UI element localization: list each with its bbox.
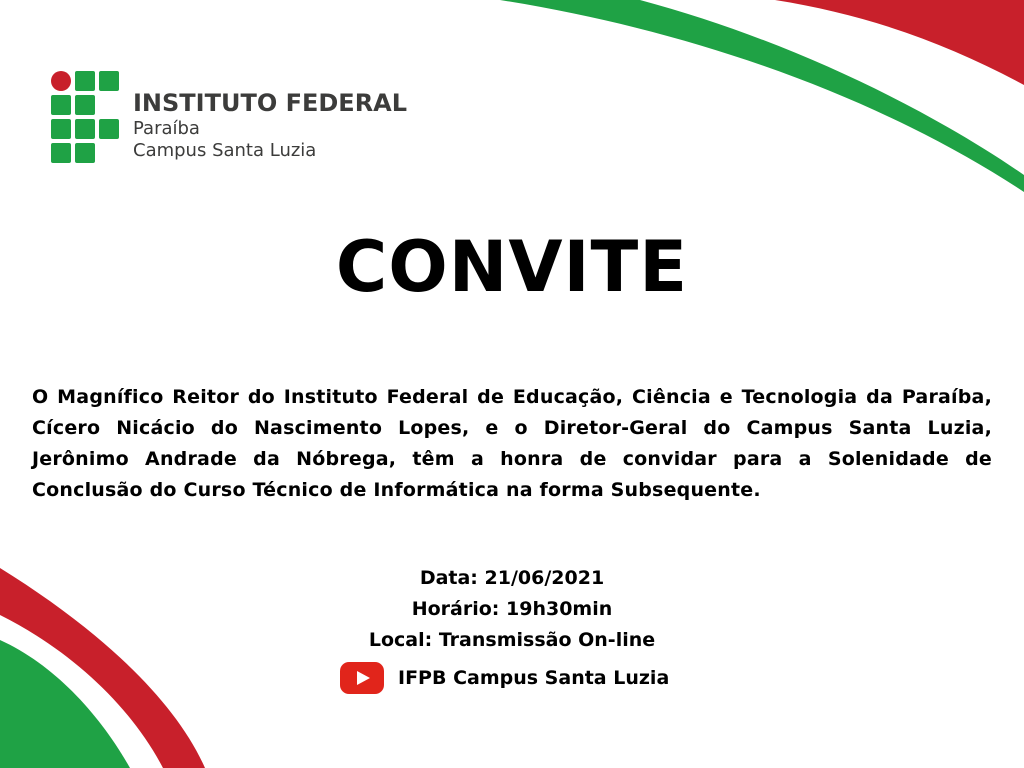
youtube-icon	[340, 662, 384, 694]
page-title: CONVITE	[335, 226, 689, 308]
event-location: Local: Transmissão On-line	[368, 629, 656, 651]
event-time: Horário: 19h30min	[411, 598, 613, 620]
logo-campus: Campus Santa Luzia	[133, 140, 317, 161]
ifpb-logo-icon	[50, 70, 125, 170]
event-details	[0, 563, 1024, 656]
institution-logo	[50, 70, 430, 170]
invitation-text: O Magnífico Reitor do Instituto Federal de Educação, Ciência e Tecnologia da Paraíba, Cícero Nicácio do Nascimento Lopes, e o Diretor-Geral do Campus Santa Luzia, Jerônimo Andrade da Nóbrega, têm a honra de convidar para a Solenidade de Conclusão do Curso Técnico de Informática na forma Subsequente.	[32, 386, 992, 501]
channel-name: IFPB Campus Santa Luzia	[398, 667, 670, 689]
logo-title: INSTITUTO FEDERAL	[133, 89, 408, 117]
event-date: Data: 21/06/2021	[419, 567, 605, 589]
logo-text	[133, 88, 407, 162]
logo-state: Paraíba	[133, 118, 200, 139]
youtube-channel	[340, 660, 669, 696]
